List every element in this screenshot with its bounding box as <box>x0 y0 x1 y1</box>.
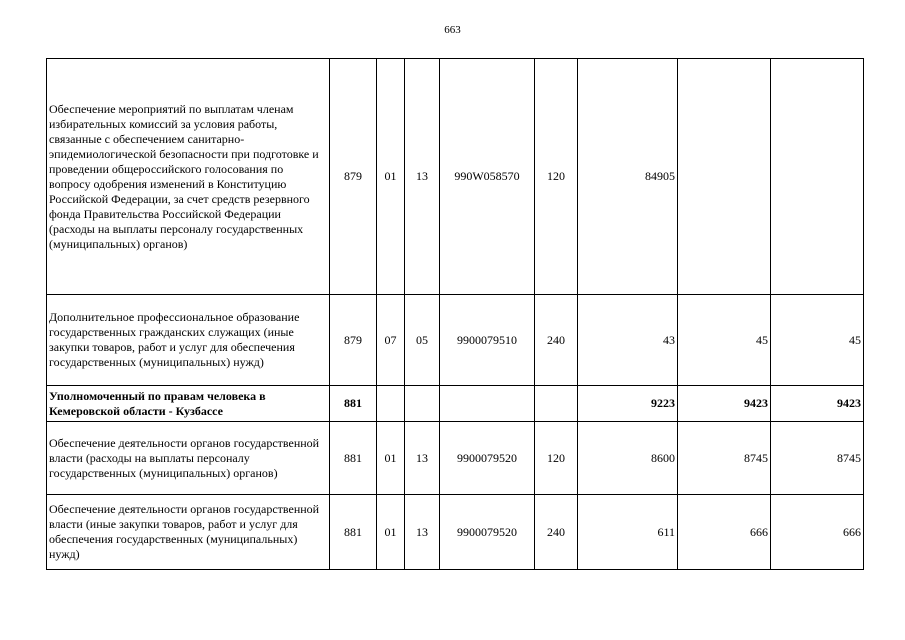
row-code: 881 <box>330 422 377 495</box>
row-amount-2: 666 <box>678 495 771 570</box>
row-description: Обеспечение мероприятий по выплатам членам избирательных комиссий за условия работы, связанные с обеспечением санитарно-эпидемиологической безопасности при подготовке и проведении общероссийского голосования по вопросу одобрения изменений в Конституцию Российской Федерации, за счет средств резервного фонда Правительства Российской Федерации (расходы на выплаты персоналу государственных (муниципальных) органов) <box>47 59 330 295</box>
row-expense-type: 120 <box>535 59 578 295</box>
row-section: 07 <box>377 295 405 386</box>
row-amount-3 <box>771 59 864 295</box>
row-expense-type: 240 <box>535 295 578 386</box>
row-amount-3: 8745 <box>771 422 864 495</box>
row-target: 9900079520 <box>440 422 535 495</box>
row-amount-2: 45 <box>678 295 771 386</box>
row-amount-2: 8745 <box>678 422 771 495</box>
row-subsection: 13 <box>405 422 440 495</box>
row-description: Уполномоченный по правам человека в Кемеровской области - Кузбассе <box>47 386 330 422</box>
row-description: Дополнительное профессиональное образование государственных гражданских служащих (иные закупки товаров, работ и услуг для обеспечения государственных (муниципальных) нужд) <box>47 295 330 386</box>
row-subsection: 13 <box>405 495 440 570</box>
row-section: 01 <box>377 422 405 495</box>
table-row <box>47 422 864 495</box>
row-amount-2 <box>678 59 771 295</box>
page-number: 663 <box>444 24 461 36</box>
row-amount-1: 611 <box>578 495 678 570</box>
table-row-summary <box>47 386 864 422</box>
row-subsection <box>405 386 440 422</box>
row-target: 9900079510 <box>440 295 535 386</box>
row-amount-3: 666 <box>771 495 864 570</box>
row-description: Обеспечение деятельности органов государственной власти (расходы на выплаты персоналу государственных (муниципальных) органов) <box>47 422 330 495</box>
row-section <box>377 386 405 422</box>
row-description: Обеспечение деятельности органов государственной власти (иные закупки товаров, работ и услуг для обеспечения государственных (муниципальных) нужд) <box>47 495 330 570</box>
row-code: 879 <box>330 59 377 295</box>
row-expense-type <box>535 386 578 422</box>
table-row <box>47 59 864 295</box>
table-row <box>47 495 864 570</box>
table-row <box>47 295 864 386</box>
row-expense-type: 120 <box>535 422 578 495</box>
row-section: 01 <box>377 495 405 570</box>
row-amount-3: 9423 <box>771 386 864 422</box>
row-amount-1: 9223 <box>578 386 678 422</box>
budget-table <box>46 58 864 570</box>
row-amount-3: 45 <box>771 295 864 386</box>
row-amount-2: 9423 <box>678 386 771 422</box>
row-code: 881 <box>330 386 377 422</box>
row-expense-type: 240 <box>535 495 578 570</box>
row-section: 01 <box>377 59 405 295</box>
row-amount-1: 43 <box>578 295 678 386</box>
row-amount-1: 84905 <box>578 59 678 295</box>
row-target: 990W058570 <box>440 59 535 295</box>
row-target <box>440 386 535 422</box>
row-target: 9900079520 <box>440 495 535 570</box>
row-code: 879 <box>330 295 377 386</box>
row-subsection: 05 <box>405 295 440 386</box>
row-subsection: 13 <box>405 59 440 295</box>
row-amount-1: 8600 <box>578 422 678 495</box>
row-code: 881 <box>330 495 377 570</box>
